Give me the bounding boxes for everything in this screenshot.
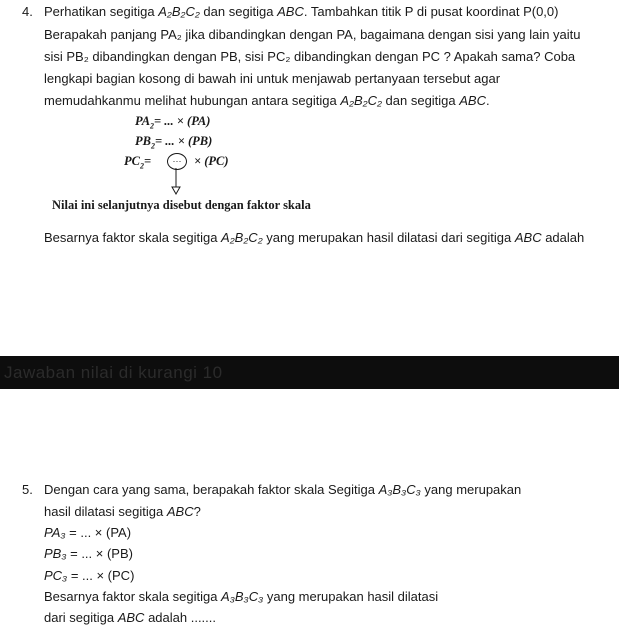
q4-line-2: Berapakah panjang PA₂ jika dibandingkan dengan PA, bagaimana dengan sisi yang lain yaitu: [44, 27, 581, 42]
formula-rhs: = ... × (PA): [65, 525, 132, 540]
q5-line-3: [44, 589, 438, 604]
formula-rhs: = ... × (PC): [67, 568, 135, 583]
q5-line-2: [44, 504, 201, 519]
text-run: . Tambahkan titik P di pusat koordinat P(0,0): [303, 4, 559, 19]
text-run: yang merupakan: [420, 482, 522, 497]
formula-sub: 2: [139, 161, 144, 171]
q4-number: 4.: [22, 4, 33, 19]
q5-number: 5.: [22, 482, 33, 497]
formula-pb3: [44, 546, 133, 561]
q4-line-1: [44, 4, 558, 19]
q4-line-3: sisi PB₂ dibandingkan dengan PB, sisi PC₂ dibandingkan dengan PC ? Apakah sama? Coba: [44, 49, 576, 64]
formula-pc2-rhs: × (PC): [194, 154, 229, 168]
triangle-abc: ABC: [459, 93, 486, 108]
triangle-a3b3c3: A₃B₃C₃: [378, 482, 421, 497]
text-run: Besarnya faktor skala segitiga: [44, 230, 222, 245]
text-run: yang merupakan hasil dilatasi: [263, 589, 439, 604]
scale-factor-note: Nilai ini selanjutnya disebut dengan faktor skala: [52, 198, 311, 212]
banner-text: Jawaban nilai di kurangi 10: [4, 363, 223, 382]
text-run: ?: [193, 504, 201, 519]
triangle-abc: ABC: [117, 610, 145, 625]
formula-lhs: PC: [124, 154, 140, 168]
formula-lhs: PB₃: [44, 546, 67, 561]
text-run: Besarnya faktor skala segitiga: [44, 589, 222, 604]
text-run: yang merupakan hasil dilatasi dari segitiga: [262, 230, 515, 245]
text-run: hasil dilatasi segitiga: [44, 504, 167, 519]
q5-line-4: [44, 610, 216, 625]
formula-pa2: [135, 114, 210, 131]
formula-pc2: [124, 154, 151, 171]
triangle-abc: ABC: [277, 4, 304, 19]
formula-rhs: = ... × (PB): [66, 546, 133, 561]
text-run: dan segitiga: [199, 4, 278, 19]
text-run: Dengan cara yang sama, berapakah faktor skala Segitiga: [44, 482, 379, 497]
text-run: .: [486, 93, 490, 108]
formula-lhs: PA: [135, 114, 151, 128]
text-run: dari segitiga: [44, 610, 118, 625]
text-run: dan segitiga: [381, 93, 460, 108]
formula-lhs: PA₃: [44, 525, 66, 540]
text-run: adalah: [541, 230, 585, 245]
triangle-a3b3c3: A₃B₃C₃: [221, 589, 264, 604]
down-arrow-icon: [164, 150, 194, 198]
triangle-abc: ABC: [514, 230, 542, 245]
formula-rhs: = ... × (PB): [154, 134, 213, 148]
triangle-a2b2c2: A₂B₂C₂: [158, 4, 200, 19]
formula-sub: 2: [150, 141, 155, 151]
formula-eq: =: [143, 154, 152, 168]
formula-pa3: [44, 525, 131, 540]
triangle-a2b2c2: A₂B₂C₂: [221, 230, 263, 245]
q4-line-4: lengkapi bagian kosong di bawah ini untuk menjawab pertanyaan tersebut agar: [44, 71, 501, 86]
formula-pc3: [44, 568, 134, 583]
blank-dots: ···: [172, 156, 182, 166]
text-run: adalah .......: [144, 610, 216, 625]
formula-sub: 2: [150, 121, 155, 131]
formula-rhs: = ... × (PA): [154, 114, 211, 128]
formula-lhs: PB: [135, 134, 151, 148]
q4-line-5: [44, 93, 490, 108]
triangle-abc: ABC: [166, 504, 194, 519]
q4-answer-line: [44, 230, 584, 245]
text-run: Perhatikan segitiga: [44, 4, 159, 19]
formula-lhs: PC₃: [44, 568, 68, 583]
text-run: memudahkanmu melihat hubungan antara segitiga: [44, 93, 341, 108]
q5-line-1: [44, 482, 521, 497]
triangle-a2b2c2: A₂B₂C₂: [340, 93, 382, 108]
formula-pb2: [135, 134, 212, 151]
